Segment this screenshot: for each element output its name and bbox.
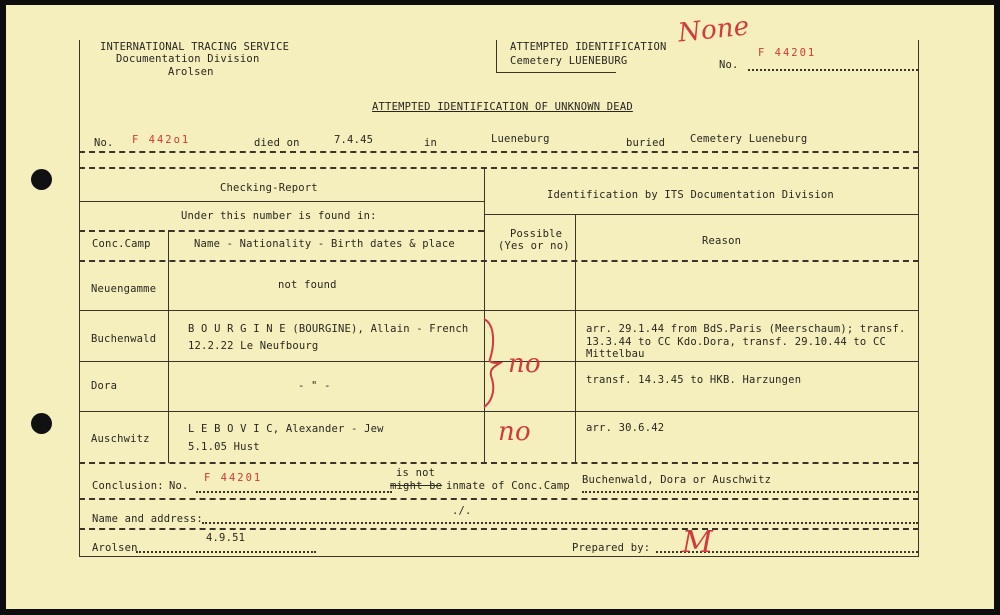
col-header-name: Name - Nationality - Birth dates & place — [194, 238, 455, 250]
row-reason: transf. 14.3.45 to HKB. Harzungen — [586, 374, 802, 386]
conclusion-is-not: is not — [396, 467, 436, 479]
box-subtitle: Cemetery LUENEBURG — [510, 55, 628, 67]
row-reason: arr. 29.1.44 from BdS.Paris (Meerschaum); transf. — [586, 323, 906, 335]
row-name: - " - — [298, 380, 331, 392]
identification-header: Identification by ITS Documentation Division — [547, 189, 834, 201]
row-birth: 12.2.22 Le Neufbourg — [188, 340, 319, 352]
record-no-label: No. — [94, 137, 114, 149]
row-camp: Auschwitz — [91, 433, 150, 445]
document-card — [6, 5, 994, 609]
row-camp: Neuengamme — [91, 283, 157, 295]
record-no-value: F 442o1 — [132, 134, 191, 146]
col-header-possible: Possible — [510, 228, 563, 240]
checking-report-header: Checking-Report — [220, 182, 318, 194]
row-reason: Mittelbau — [586, 348, 645, 360]
conclusion-camps: Buchenwald, Dora or Auschwitz — [582, 474, 772, 486]
punch-hole-top — [31, 169, 52, 190]
row-reason: 13.3.44 to CC Kdo.Dora, transf. 29.10.44 to CC — [586, 336, 886, 348]
row-name: L E B O V I C, Alexander - Jew — [188, 423, 384, 435]
row-name: B O U R G I N E (BOURGINE), Allain - French — [188, 323, 469, 335]
died-date: 7.4.45 — [334, 134, 374, 146]
death-place: Lueneburg — [491, 133, 550, 145]
died-label: died on — [254, 137, 300, 149]
footer-date: 4.9.51 — [206, 532, 246, 544]
name-address-label: Name and address: — [92, 513, 203, 525]
punch-hole-bottom — [31, 413, 52, 434]
name-address-value: ./. — [452, 505, 472, 517]
col-header-reason: Reason — [702, 235, 742, 247]
conclusion-no-value: F 44201 — [204, 472, 263, 484]
prepared-by-label: Prepared by: — [572, 542, 651, 554]
col-header-possible-sub: (Yes or no) — [498, 240, 570, 252]
possible-mark: no — [508, 349, 541, 379]
org-name: INTERNATIONAL TRACING SERVICE — [100, 41, 290, 53]
box-title: ATTEMPTED IDENTIFICATION — [510, 41, 667, 53]
document-title: ATTEMPTED IDENTIFICATION OF UNKNOWN DEAD — [372, 101, 633, 113]
conclusion-label: Conclusion: — [92, 480, 164, 492]
under-number-header: Under this number is found in: — [181, 210, 377, 222]
conclusion-inmate: inmate of Conc.Camp — [446, 480, 570, 492]
col-header-camp: Conc.Camp — [92, 238, 151, 250]
brace-mark-icon — [480, 317, 510, 409]
signature: M — [682, 525, 713, 560]
buried-label: buried — [626, 137, 666, 149]
row-reason: arr. 30.6.42 — [586, 422, 665, 434]
handwritten-note: None — [676, 11, 751, 49]
buried-place: Cemetery Lueneburg — [690, 133, 808, 145]
org-division: Documentation Division — [116, 53, 260, 65]
row-name: not found — [278, 279, 337, 291]
row-camp: Buchenwald — [91, 333, 157, 345]
row-camp: Dora — [91, 380, 118, 392]
header-no-label: No. — [719, 59, 739, 71]
conclusion-no-label: No. — [169, 480, 189, 492]
footer-place: Arolsen — [92, 542, 138, 554]
org-location: Arolsen — [168, 66, 214, 78]
possible-mark: no — [498, 417, 531, 447]
row-birth: 5.1.05 Hust — [188, 441, 260, 453]
in-label: in — [424, 137, 438, 149]
conclusion-struck: might be — [390, 480, 443, 492]
header-no-value: F 44201 — [758, 47, 817, 59]
